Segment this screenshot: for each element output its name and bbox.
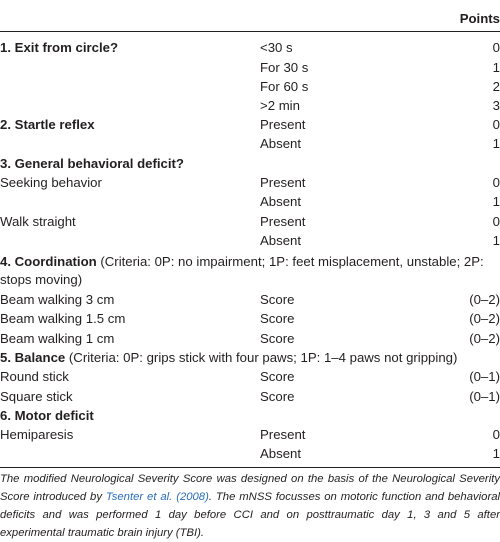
points-cell: 0 <box>492 427 500 442</box>
points-cell: 0 <box>492 214 500 229</box>
points-cell: 0 <box>492 117 500 132</box>
measure-cell: For 60 s <box>260 79 309 94</box>
points-cell: (0–1) <box>469 369 500 384</box>
points-cell: 2 <box>492 79 500 94</box>
measure-cell: Absent <box>260 136 302 151</box>
item-cell: Hemiparesis <box>0 427 74 442</box>
measure-cell: Absent <box>260 446 302 461</box>
measure-cell: Absent <box>260 194 302 209</box>
caption-text: The modified Neurological Severity Score was designed on the basis of the Neurological Severity Score introduced by <box>0 473 500 503</box>
measure-cell: Present <box>260 175 306 190</box>
table-row <box>0 191 500 213</box>
section-title: 6. Motor deficit <box>0 408 94 423</box>
item-cell: Round stick <box>0 369 69 384</box>
table-row <box>0 133 500 155</box>
points-cell: (0–2) <box>469 292 500 307</box>
item-cell: Walk straight <box>0 214 76 229</box>
measure-cell: Score <box>260 389 295 404</box>
item-cell: Seeking behavior <box>0 175 102 190</box>
measure-cell: Absent <box>260 233 302 248</box>
section-title: 3. General behavioral deficit? <box>0 156 184 171</box>
measure-cell: >2 min <box>260 98 300 113</box>
measure-cell: <30 s <box>260 40 293 55</box>
section-title: 1. Exit from circle? <box>0 40 118 55</box>
measure-cell: Present <box>260 214 306 229</box>
measure-cell: Score <box>260 311 295 326</box>
points-cell: 3 <box>492 98 500 113</box>
points-cell: 1 <box>492 233 500 248</box>
section-title: 4. Coordination <box>0 254 97 269</box>
points-cell: (0–2) <box>469 331 500 346</box>
table-caption <box>0 470 500 542</box>
points-cell: 1 <box>492 136 500 151</box>
section-title: 5. Balance <box>0 350 66 365</box>
table-row <box>0 230 500 252</box>
footer-rule <box>0 467 500 468</box>
points-cell: 0 <box>492 40 500 55</box>
measure-cell: Present <box>260 117 306 132</box>
measure-cell: For 30 s <box>260 60 309 75</box>
table-row <box>0 308 500 330</box>
measure-cell: Score <box>260 292 295 307</box>
caption-text: . The mNSS focusses on motoric function and behavioral deficits and was performed 1 day before CCI and on posttraumatic day 1, 3 and 5 after experimental traumatic brain injury (TBI). <box>0 491 500 539</box>
item-cell: Beam walking 1.5 cm <box>0 311 126 326</box>
table-row <box>0 443 500 465</box>
points-cell: (0–2) <box>469 311 500 326</box>
section-coordination <box>0 253 500 289</box>
table-row <box>0 366 500 388</box>
citation-link[interactable]: Tsenter et al. (2008) <box>105 491 209 503</box>
points-cell: 1 <box>492 194 500 209</box>
section-criteria: (Criteria: 0P: no impairment; 1P: feet misplacement, unstable; 2P: stops moving) <box>0 254 484 287</box>
points-column-header: Points <box>459 11 500 26</box>
header-rule <box>0 31 500 32</box>
measure-cell: Present <box>260 427 306 442</box>
item-cell: Beam walking 3 cm <box>0 292 115 307</box>
points-cell: (0–1) <box>469 389 500 404</box>
measure-cell: Score <box>260 331 295 346</box>
section-title: 2. Startle reflex <box>0 117 95 132</box>
item-cell: Square stick <box>0 389 73 404</box>
measure-cell: Score <box>260 369 295 384</box>
points-cell: 0 <box>492 175 500 190</box>
section-criteria: (Criteria: 0P: grips stick with four paws; 1P: 1–4 paws not gripping) <box>65 350 458 365</box>
points-cell: 1 <box>492 446 500 461</box>
item-cell: Beam walking 1 cm <box>0 331 115 346</box>
table-row <box>0 37 500 59</box>
points-cell: 1 <box>492 60 500 75</box>
